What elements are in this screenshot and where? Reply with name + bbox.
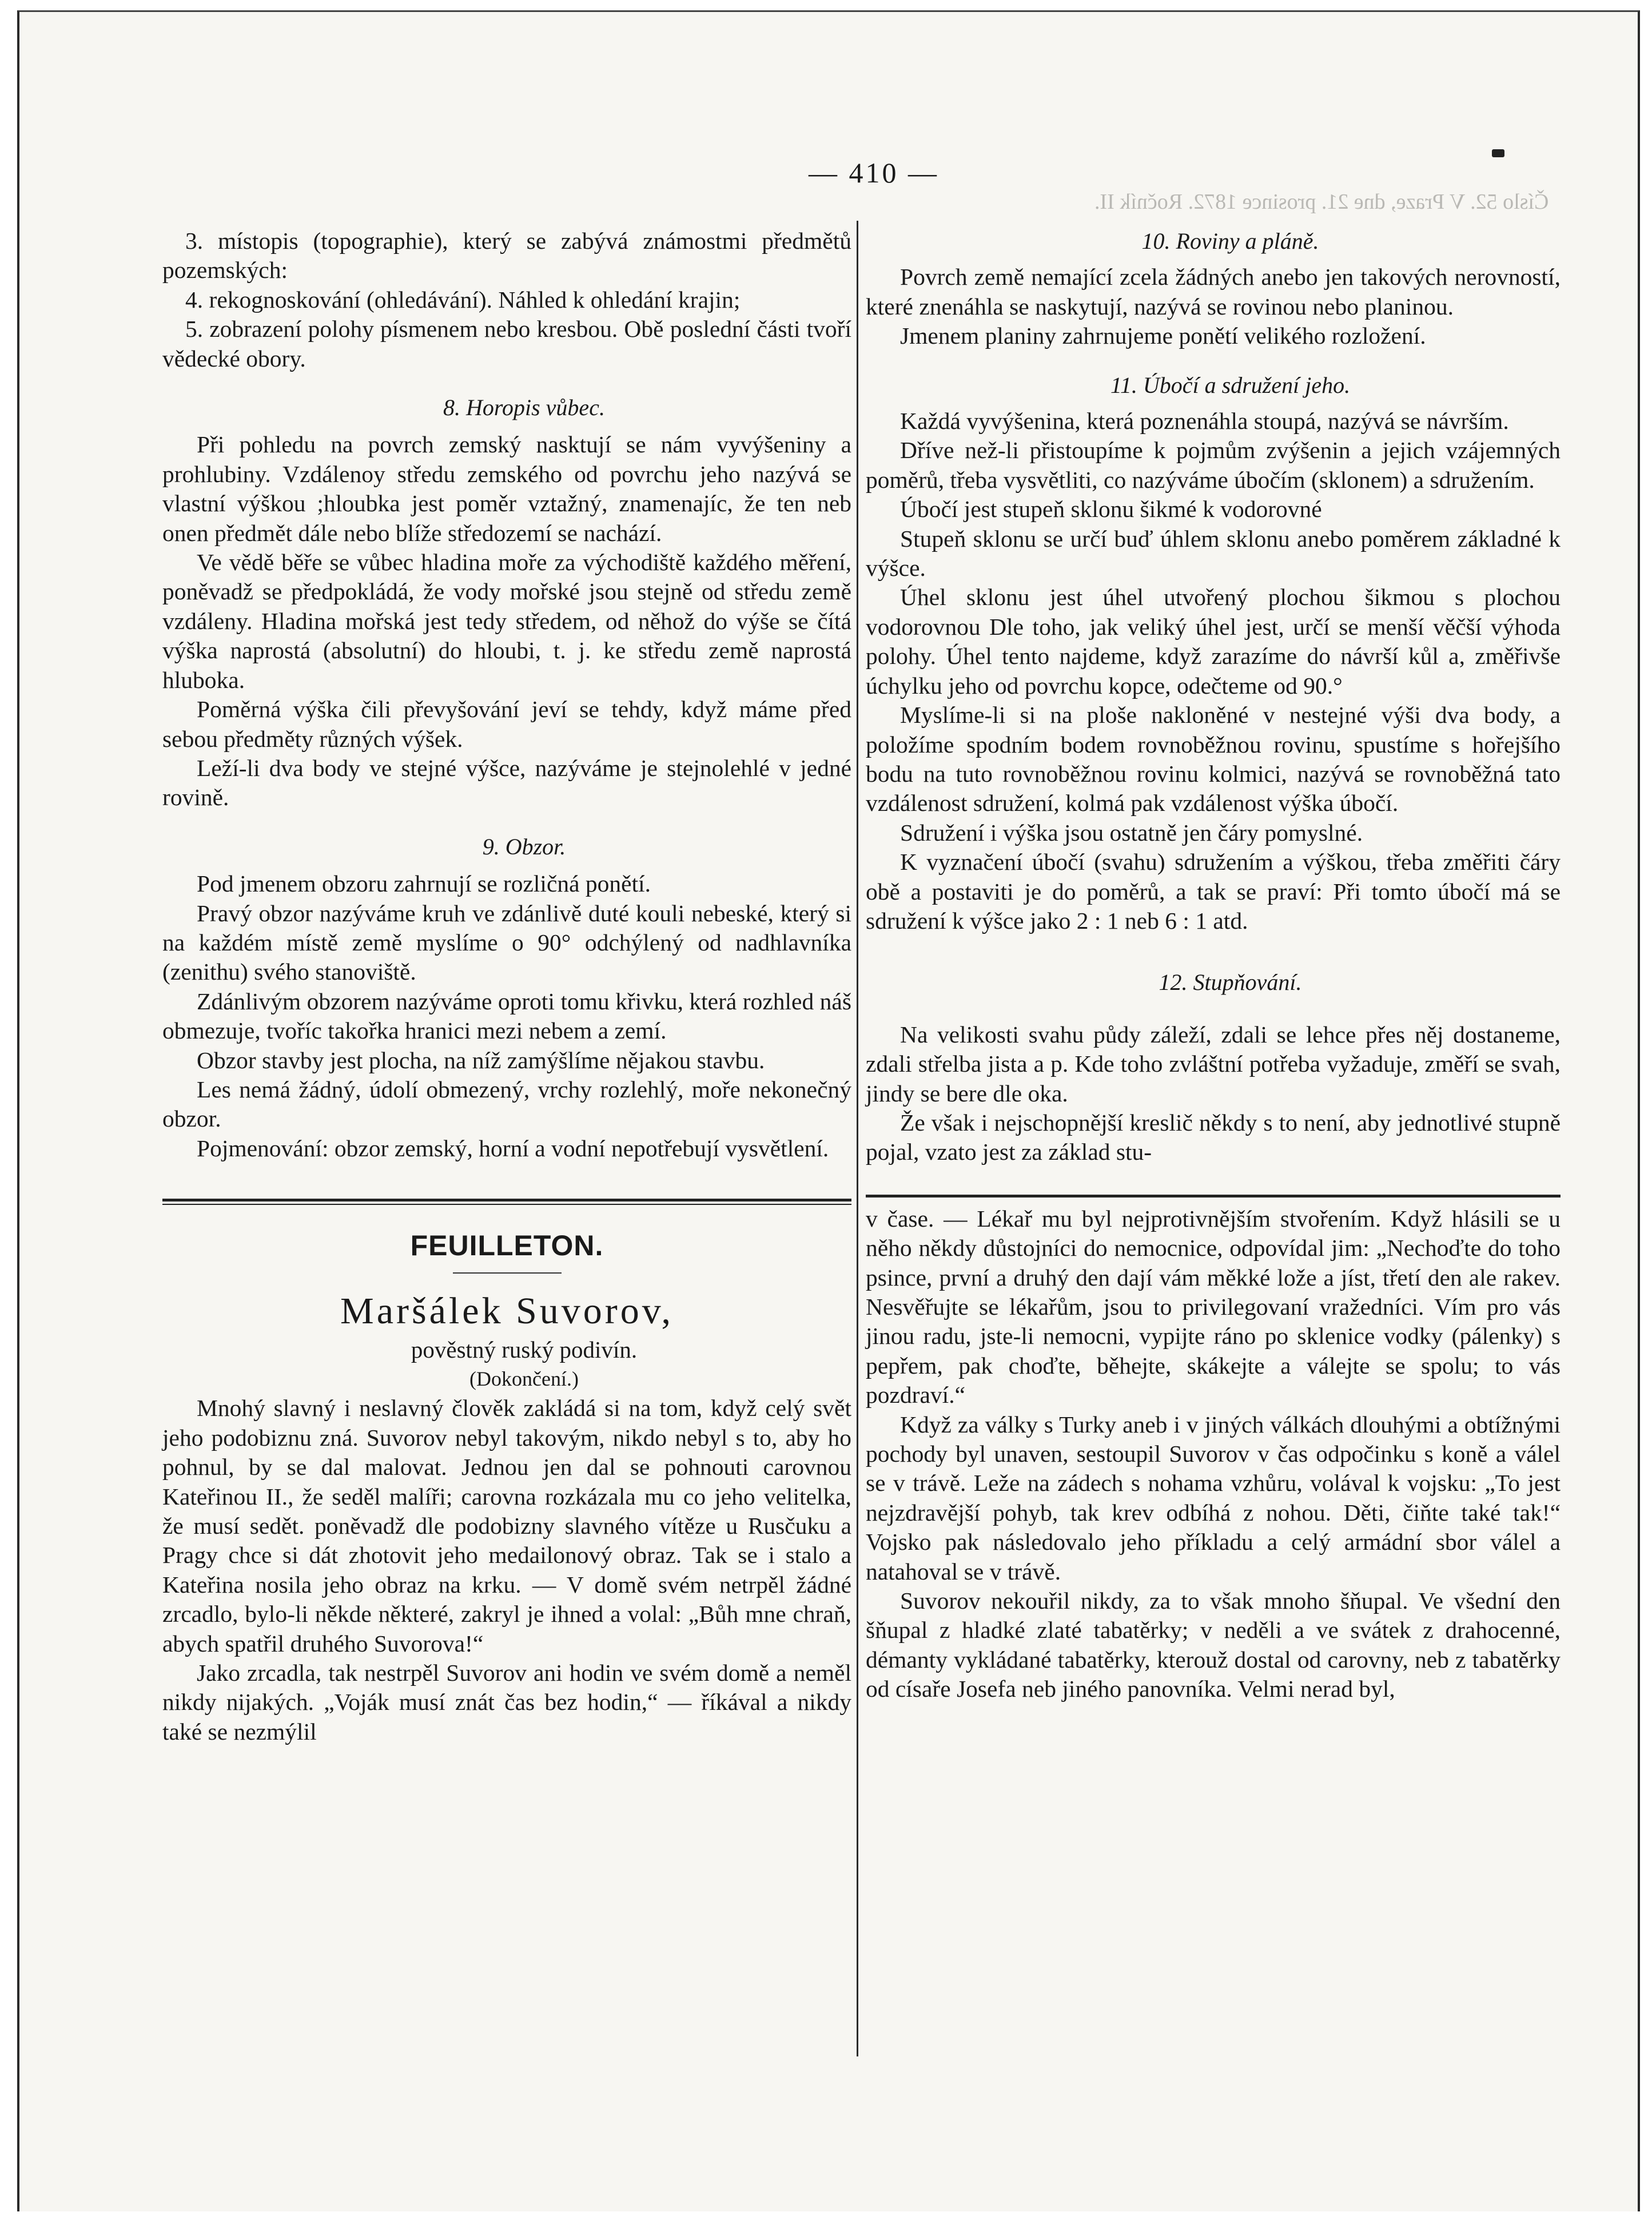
column-divider bbox=[857, 221, 858, 2056]
paragraph: Suvorov nekouřil nikdy, za to však mnoho šňupal. Ve všední den šňupal z hladké zlaté tabatěrky; v neděli a ve svátek z drahocenné, démanty vykládané tabatěrky, kterouž dostal od carovny, neb z tabatěrky od císaře Josefa neb jiného panovníka. Velmi nerad byl, bbox=[866, 1588, 1561, 1702]
paragraph: Úhel sklonu jest úhel utvořený plochou šikmou s plochou vodorovnou Dle toho, jak veliký úhel jest, určí se menší věčší výhoda polohy. Úhel tento najdeme, když zarazíme do návrší kůl a, změřivše úchylku jeho od povrchu kopce, odečteme od 90.° bbox=[866, 584, 1561, 699]
paragraph: Poměrná výška čili převyšování jeví se tehdy, když máme před sebou předměty různých výšek. bbox=[162, 696, 851, 752]
paragraph: Když za války s Turky aneb i v jiných válkách dlouhými a obtížnými pochody byl unaven, sestoupil Suvorov v čas odpočinku s koně a válel se v trávě. Leže na zádech s nohama vzhůru, volával k vojsku: „To jest nejzdravější pohyb, tak krev odbíhá z nohou. Děti, čiňte také tak!“ Vojsko pak následovalo jeho příkladu a celý armádní sbor válel a natahoval se v trávě. bbox=[866, 1411, 1561, 1585]
short-divider bbox=[453, 1272, 562, 1274]
right-column bbox=[866, 226, 1561, 1704]
section-heading-horopis: 8. Horopis vůbec. bbox=[443, 395, 605, 421]
paragraph: Mnohý slavný i neslavný člověk zakládá si na tom, když celý svět jeho podobiznu zná. Suvorov nebyl takovým, nikdo nebyl s to, aby ho pohnul, by se dal malovat. Jednou jen dal se pohnouti carovnou Kateřinou II., že seděl malíři; carovna rozkázala mu co jeho velitelka, že musí sedět. poněvadž dle podobizny slavného vítěze u Rusčuku a Pragy chce si dát zhotovit jeho medailonový obraz. Tak se i stalo a Kateřina nosila jeho obraz na krku. — V domě svém netrpěl žádné zrcadlo, bylo-li někde některé, zakryl je ihned a volal: „Bůh mne chraň, abych spatřil druhého Suvorova!“ bbox=[162, 1395, 851, 1657]
paragraph: Sdružení i výška jsou ostatně jen čáry pomyslné. bbox=[900, 819, 1363, 846]
feuilleton-rule bbox=[162, 1199, 851, 1201]
paragraph: Obzor stavby jest plocha, na níž zamýšlíme nějakou stavbu. bbox=[197, 1047, 765, 1073]
paragraph: K vyznačení úbočí (svahu) sdružením a výškou, třeba změřiti čáry obě a postaviti je do poměrů, a tak se praví: Při tomto úbočí má se sdružení k výšce jako 2 : 1 neb 6 : 1 atd. bbox=[866, 849, 1561, 934]
bleed-through-header: Číslo 52. V Praze, dne 21. prosince 1872. Ročník II. bbox=[1094, 190, 1549, 214]
paragraph: Úbočí jest stupeň sklonu šikmé k vodorovné bbox=[900, 496, 1322, 523]
paragraph: Na velikosti svahu půdy záleží, zdali se lehce přes něj dostaneme, zdali střelba jista a p. Kde toho zvláštní potřeba vyžaduje, změří se svah, jindy se bere dle oka. bbox=[866, 1021, 1561, 1107]
paragraph: Ve vědě běře se vůbec hladina moře za východiště každého měření, poněvadž se předpokládá, že vody mořské jsou stejně od středu země vzdáleny. Hladina mořská jest tedy středem, od něhož do výše se čítá výška naprostá (absolutní) do hloubi, t. j. ke středu země naprostá hluboka. bbox=[162, 549, 851, 693]
feuilleton-title: Maršálek Suvorov, bbox=[340, 1290, 674, 1332]
paragraph: Jako zrcadla, tak nestrpěl Suvorov ani hodin ve svém domě a neměl nikdy nijakých. „Voják musí znát čas bez hodin,“ — říkával a nikdy také se nezmýlil bbox=[162, 1660, 851, 1745]
paragraph: Pravý obzor nazýváme kruh ve zdánlivě duté kouli nebeské, který si na každém místě země myslíme o 90° odchýlený od nadhlavníka (zenithu) svého stanoviště. bbox=[162, 900, 851, 985]
section-heading-uboci: 11. Úbočí a sdružení jeho. bbox=[1110, 372, 1351, 398]
ink-mark bbox=[1492, 149, 1504, 157]
paragraph: Stupeň sklonu se určí buď úhlem sklonu anebo poměrem základné k výšce. bbox=[866, 525, 1561, 582]
paragraph: Při pohledu na povrch zemský nasktují se nám vyvýšeniny a prohlubiny. Vzdálenoy středu zemského od povrchu jeho nazývá se vlastní výškou ;hloubka jest poměr vztažný, znamenajíc, že ten neb onen předmět dále nebo blíže středozemí se nachází. bbox=[162, 431, 851, 546]
paragraph: Povrch země nemající zcela žádných anebo jen takových nerovností, které znenáhla se naskytují, nazývá se rovinou nebo planinou. bbox=[866, 264, 1561, 320]
list-item: 4. rekognoskování (ohledávání). Náhled k ohledání krajin; bbox=[185, 286, 741, 313]
paragraph: v čase. — Lékař mu byl nejprotivnějším stvořením. Když hlásili se u něho někdy důstojníci do nemocnice, odpovídal jim: „Nechoďte do toho psince, první a druhý den dají vám měkké lože a jíst, třetí den ale rakev. Nesvěřujte se lékařům, jsou to privilegovaní vražedníci. Vím pro vás jinou radu, jste-li nemocni, vypijte ráno po sklenice vodky (pálenky) s pepřem, pak choďte, běhejte, skákejte a válejte se spolu; to vás pozdraví.“ bbox=[866, 1205, 1561, 1409]
section-heading-roviny: 10. Roviny a pláně. bbox=[1141, 228, 1319, 254]
paragraph: Každá vyvýšenina, která poznenáhla stoupá, nazývá se návrším. bbox=[900, 408, 1509, 435]
paragraph: Pod jmenem obzoru zahrnují se rozličná ponětí. bbox=[197, 870, 651, 897]
paragraph: Myslíme-li si na ploše nakloněné v nestejné výši dva body, a položíme spodním bodem rovnoběžnou rovinu, spustíme s hořejšího bodu na tuto rovnoběžnou rovinu kolmici, nazývá se rovnoběžná tato vzdálenost sdružení, kolmá pak vzdálenost výška úbočí. bbox=[866, 702, 1561, 817]
feuilleton-rule-thin bbox=[162, 1204, 851, 1205]
section-heading-stupnovani: 12. Stupňování. bbox=[1159, 969, 1302, 996]
paragraph: Les nemá žádný, údolí obmezený, vrchy rozlehlý, moře nekonečný obzor. bbox=[162, 1076, 851, 1132]
section-heading-obzor: 9. Obzor. bbox=[482, 833, 566, 860]
paragraph: Zdánlivým obzorem nazýváme oproti tomu křivku, která rozhled náš obmezuje, tvoříc takořka hranici mezi nebem a zemí. bbox=[162, 988, 851, 1044]
list-item: 5. zobrazení polohy písmenem nebo kresbou. Obě poslední části tvoří vědecké obory. bbox=[162, 316, 851, 372]
list-item: 3. místopis (topographie), který se zabývá známostmi předmětů pozemských: bbox=[162, 228, 851, 284]
paragraph: Jmenem planiny zahrnujeme ponětí velikého rozložení. bbox=[900, 323, 1426, 349]
paragraph: Dříve než-li přistoupíme k pojmům zvýšenin a jejich vzájemných poměrů, třeba vysvětliti, co nazýváme úbočím (sklonem) a sdružením. bbox=[866, 437, 1561, 493]
page-number: — 410 — bbox=[809, 157, 939, 189]
newspaper-page bbox=[17, 10, 1640, 2211]
feuilleton-subtitle: pověstný ruský podivín. bbox=[411, 1336, 638, 1363]
paragraph: Pojmenování: obzor zemský, horní a vodní nepotřebují vysvětlení. bbox=[197, 1135, 829, 1161]
paragraph: Leží-li dva body ve stejné výšce, nazýváme je stejnolehlé v jedné rovině. bbox=[162, 754, 851, 811]
left-column bbox=[162, 226, 851, 1746]
feuilleton-label: FEUILLETON. bbox=[410, 1230, 604, 1262]
feuilleton-continuation: (Dokončení.) bbox=[469, 1367, 579, 1390]
paragraph: Že však i nejschopnější kreslič někdy s to není, aby jednotlivé stupně pojal, vzato jest za základ stu- bbox=[866, 1109, 1561, 1165]
